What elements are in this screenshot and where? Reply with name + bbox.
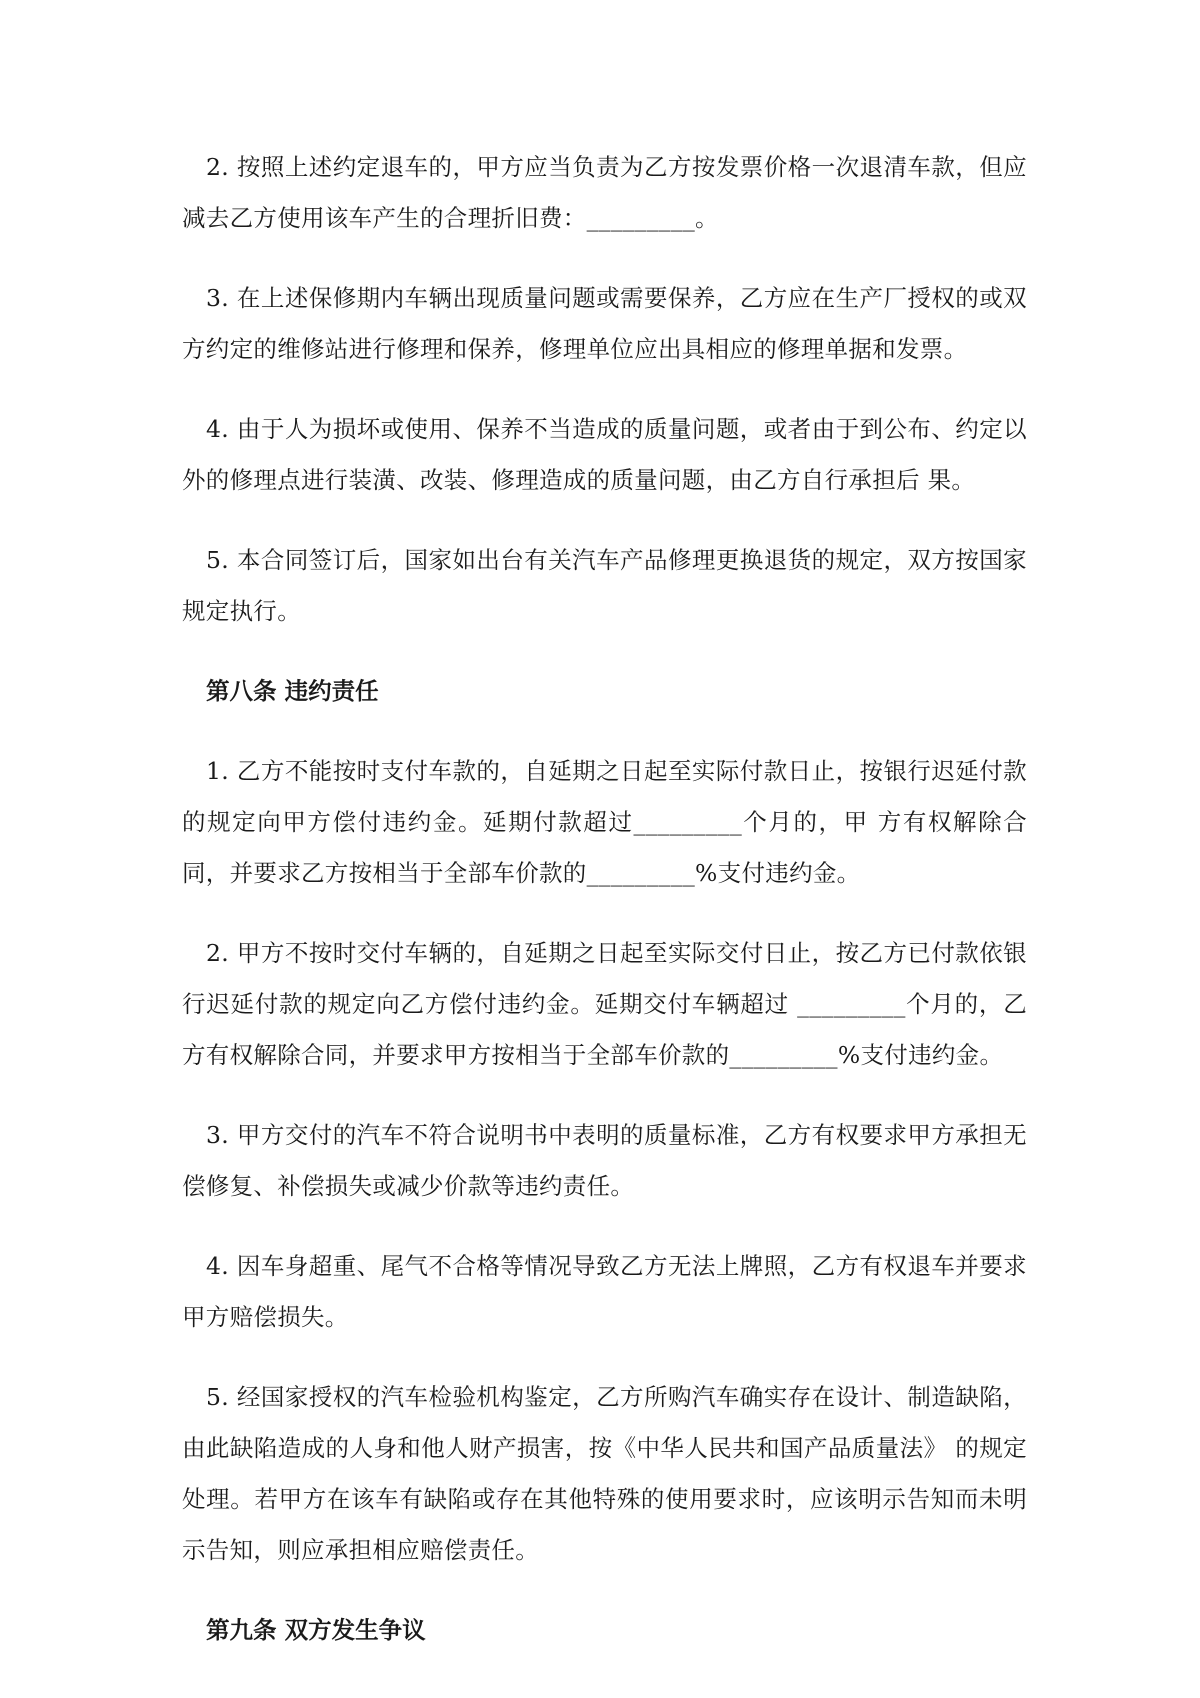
paragraph-defect-liability: 5. 经国家授权的汽车检验机构鉴定，乙方所购汽车确实存在设计、制造缺陷，由此缺陷造成的人身和他人财产损害，按《中华人民共和国产品质量法》 的规定处理。若甲方在该车有缺陷或存在其他特殊的使用要求时，应该明示告知而未明示告知，则应承担相应赔偿责任。 bbox=[182, 1383, 1027, 1564]
section-heading-article-8: 第八条 违约责任 bbox=[206, 677, 379, 705]
paragraph-late-delivery: 2. 甲方不按时交付车辆的，自延期之日起至实际交付日止，按乙方已付款依银行迟延付款的规定向乙方偿付违约金。延期交付车辆超过 _________个月的，乙方有权解除合同，并要求甲方按相当于全部车价款的_________%支付违约金。 bbox=[182, 939, 1027, 1069]
paragraph-quality-standard: 3. 甲方交付的汽车不符合说明书中表明的质量标准，乙方有权要求甲方承担无偿修复、补偿损失或减少价款等违约责任。 bbox=[182, 1121, 1027, 1200]
section-heading-article-9: 第九条 双方发生争议 bbox=[206, 1616, 426, 1644]
document-body bbox=[182, 142, 1027, 1685]
paragraph-refund-depreciation: 2. 按照上述约定退车的，甲方应当负责为乙方按发票价格一次退清车款，但应减去乙方使用该车产生的合理折旧费：_________。 bbox=[182, 153, 1027, 232]
paragraph-late-payment: 1. 乙方不能按时支付车款的，自延期之日起至实际付款日止，按银行迟延付款的规定向甲方偿付违约金。延期付款超过_________个月的，甲 方有权解除合同，并要求乙方按相当于全部车价款的_________%支付违约金。 bbox=[182, 757, 1027, 887]
paragraph-warranty-repair: 3. 在上述保修期内车辆出现质量问题或需要保养，乙方应在生产厂授权的或双方约定的维修站进行修理和保养，修理单位应出具相应的修理单据和发票。 bbox=[182, 284, 1027, 363]
paragraph-national-regulation: 5. 本合同签订后，国家如出台有关汽车产品修理更换退货的规定，双方按国家规定执行。 bbox=[182, 546, 1027, 625]
paragraph-misuse-damage: 4. 由于人为损坏或使用、保养不当造成的质量问题，或者由于到公布、约定以外的修理点进行装潢、改装、修理造成的质量问题，由乙方自行承担后 果。 bbox=[182, 415, 1027, 494]
paragraph-license-plate: 4. 因车身超重、尾气不合格等情况导致乙方无法上牌照，乙方有权退车并要求甲方赔偿损失。 bbox=[182, 1252, 1027, 1331]
